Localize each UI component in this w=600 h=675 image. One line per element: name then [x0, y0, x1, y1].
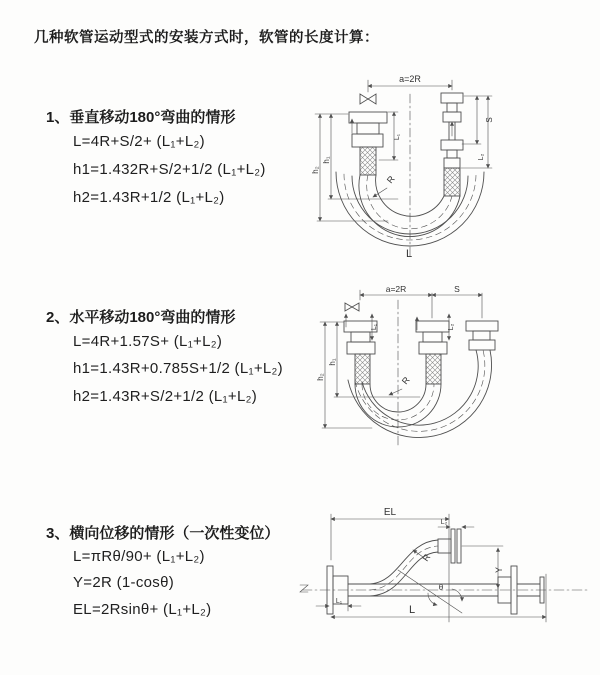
dim-label-length: L [408, 604, 416, 616]
braid-section-right [444, 168, 460, 196]
dim-label-radius: R [384, 173, 397, 186]
section-2-formula-h2: h2=1.43R+S/2+1/2 (L₁+L₂) [73, 388, 258, 405]
dim-fitting-right [438, 519, 474, 527]
dim-heights [311, 114, 452, 221]
flange-assembly-right [441, 93, 463, 196]
dim-label-l1: L₁ [394, 133, 401, 141]
dim-label-h1: h₁ [328, 358, 337, 366]
section-3-heading: 3、横向位移的情形（一次性变位） [46, 525, 280, 542]
diagram-vertical-180-bend [308, 68, 598, 263]
dim-label-h2: h₂ [316, 373, 325, 381]
dim-projected-length [331, 507, 449, 622]
flange-mating [457, 529, 461, 563]
dim-label-l2: L₂ [448, 323, 455, 331]
section-3-formula-L: L=πRθ/90+ (L₁+L₂) [73, 548, 205, 565]
section-1-formula-L: L=4R+S/2+ (L₁+L₂) [73, 133, 205, 150]
valve-icon [360, 94, 376, 104]
section-3-formula-Y: Y=2R (1-cosθ) [73, 574, 175, 591]
diagram-horizontal-180-bend [308, 283, 600, 450]
dim-top-span [368, 74, 452, 92]
dim-label-y: Y [494, 566, 504, 574]
braid-section-middle [426, 354, 441, 384]
dim-label-l1: L₁ [335, 598, 343, 605]
dim-label-radius: R [420, 552, 433, 564]
dim-label-a2r: a=2R [385, 284, 407, 294]
flange-assembly-right [466, 321, 498, 350]
dim-label-l2: L₂ [478, 153, 485, 161]
radius-annotation [373, 173, 397, 197]
section-1-formula-h2: h2=1.43R+1/2 (L₁+L₂) [73, 189, 225, 206]
section-3-formula-EL: EL=2Rsinθ+ (L₁+L₂) [73, 601, 212, 618]
hose-displaced-position [370, 529, 461, 596]
dim-label-l2: L₂ [440, 519, 448, 526]
flange-assembly-left [349, 112, 387, 175]
page-title: 几种软管运动型式的安装方式时，软管的长度计算： [34, 30, 379, 46]
braid-section-left [360, 147, 376, 175]
flange-displaced-end [451, 529, 455, 563]
radius-annotation [389, 374, 412, 395]
dim-label-stroke: S [454, 284, 460, 294]
section-1-heading: 1、垂直移动180°弯曲的情形 [46, 109, 236, 126]
radius-annotation [413, 550, 433, 563]
dim-offset [462, 546, 504, 588]
diagram-lateral-displacement [296, 500, 600, 660]
dim-label-l1: L₁ [371, 323, 378, 331]
section-2-formula-L: L=4R+1.57S+ (L₁+L₂) [73, 333, 223, 350]
centerline-symbol [300, 585, 308, 592]
dim-label-length: L [405, 248, 413, 260]
dim-length [331, 574, 546, 622]
dim-label-el: EL [383, 507, 397, 518]
dim-stroke-right [461, 96, 494, 168]
dim-label-a2r: a=2R [399, 74, 421, 84]
dim-label-theta: θ [438, 583, 444, 592]
dim-top-span [360, 284, 482, 318]
section-2-heading: 2、水平移动180°弯曲的情形 [46, 309, 236, 326]
dim-label-radius: R [399, 374, 412, 387]
valve-icon [345, 303, 359, 311]
flange-assembly-middle [416, 321, 449, 384]
dim-label-h2: h₂ [311, 166, 320, 174]
angle-annotation [398, 570, 462, 613]
section-1-formula-h1: h1=1.432R+S/2+1/2 (L₁+L₂) [73, 161, 266, 178]
section-2-formula-h1: h1=1.43R+0.785S+1/2 (L₁+L₂) [73, 360, 283, 377]
dim-label-h1: h₁ [322, 156, 331, 164]
dim-fitting-left [316, 598, 361, 611]
dim-fitting-left [379, 112, 401, 160]
centerline-horizontal [300, 585, 588, 592]
braid-section-left [355, 354, 370, 384]
dim-label-stroke: S [485, 117, 494, 123]
